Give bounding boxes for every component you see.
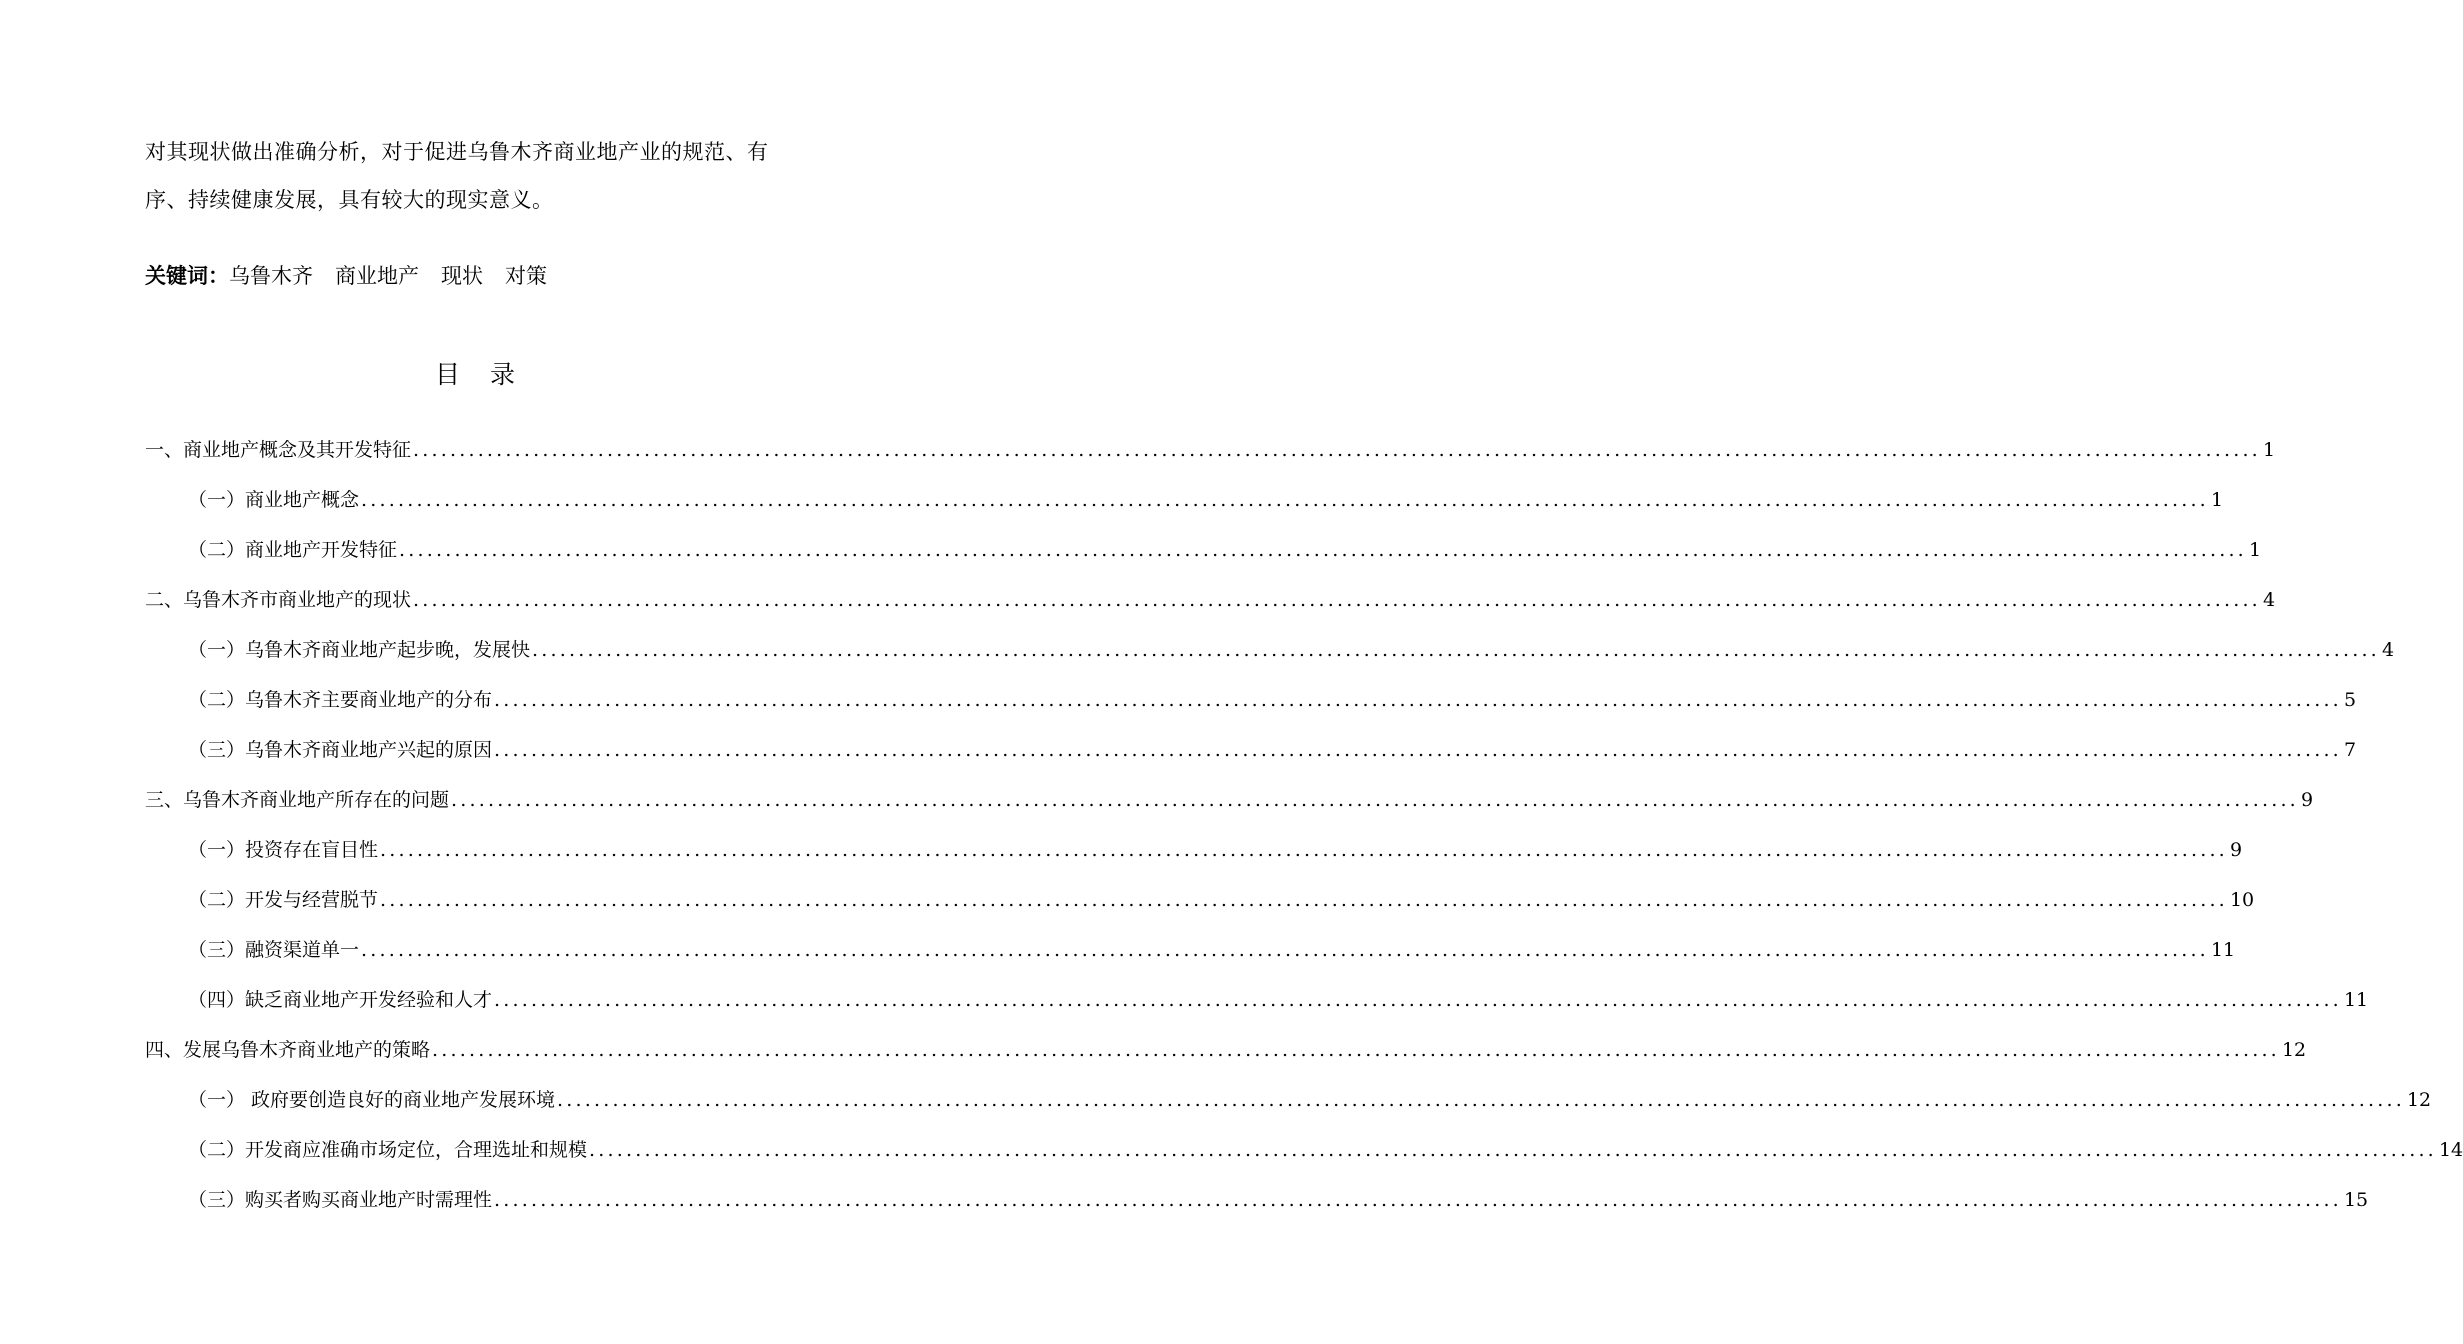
toc-leader: ........................................................................................................................................................................................................ [494,1189,2342,1211]
toc-leader: ........................................................................................................................................................................................................ [361,489,2209,511]
toc-leader: ........................................................................................................................................................................................................ [399,539,2247,561]
toc-entry-text: （一） 政府要创造良好的商业地产发展环境 [188,1089,556,1111]
keyword: 对策 [505,264,547,288]
toc-leader: ........................................................................................................................................................................................................ [589,1139,2437,1161]
toc-page-number: 12 [2406,1089,2432,1111]
toc-entry[interactable] [145,786,2314,814]
toc-entry[interactable] [188,886,2255,914]
toc-entry-text: （二）开发商应准确市场定位，合理选址和规模 [188,1139,588,1161]
toc-page-number: 7 [2343,739,2357,761]
toc-leader: ........................................................................................................................................................................................................ [413,589,2261,611]
toc-entry[interactable] [188,736,2357,764]
toc-page-number: 5 [2343,689,2357,711]
keyword: 现状 [441,264,483,288]
toc-entry[interactable] [188,936,2236,964]
toc-entry-text: 一、商业地产概念及其开发特征 [145,439,412,461]
toc-page-number: 1 [2210,489,2224,511]
toc-page-number: 11 [2343,989,2369,1011]
toc-entry[interactable] [145,436,2276,464]
toc-leader: ........................................................................................................................................................................................................ [361,939,2209,961]
toc-leader: ........................................................................................................................................................................................................ [494,689,2342,711]
toc-leader: ........................................................................................................................................................................................................ [380,839,2228,861]
toc-entry[interactable] [188,686,2357,714]
toc-page-number: 9 [2300,789,2314,811]
toc-page-number: 14 [2438,1139,2463,1161]
toc-entry-text: （一）投资存在盲目性 [188,839,379,861]
keyword: 乌鲁木齐 [229,264,313,288]
toc-leader: ........................................................................................................................................................................................................ [451,789,2299,811]
toc-entry-text: （一）乌鲁木齐商业地产起步晚，发展快 [188,639,531,661]
toc-entry[interactable] [188,1086,2432,1114]
toc-entry-text: （三）乌鲁木齐商业地产兴起的原因 [188,739,493,761]
toc-entry-text: 三、乌鲁木齐商业地产所存在的问题 [145,789,450,811]
toc-leader: ........................................................................................................................................................................................................ [380,889,2228,911]
toc-entry-text: （三）购买者购买商业地产时需理性 [188,1189,493,1211]
toc-entry-text: （一）商业地产概念 [188,489,360,511]
toc-entry[interactable] [188,1136,2463,1164]
toc-entry[interactable] [188,986,2369,1014]
abstract-line-1: 对其现状做出准确分析，对于促进乌鲁木齐商业地产业的规范、有 [145,140,769,164]
toc-entry-text: （三）融资渠道单一 [188,939,360,961]
toc-entry[interactable] [188,536,2262,564]
toc-leader: ........................................................................................................................................................................................................ [432,1039,2280,1061]
keywords [145,262,569,290]
keyword: 商业地产 [335,264,419,288]
toc-title: 目录 [434,360,545,389]
toc-leader: ........................................................................................................................................................................................................ [494,989,2342,1011]
toc-entry[interactable] [188,1186,2369,1214]
toc-page-number: 11 [2210,939,2236,961]
toc-entry-text: （二）乌鲁木齐主要商业地产的分布 [188,689,493,711]
toc-entry-text: （四）缺乏商业地产开发经验和人才 [188,989,493,1011]
toc-page-number: 12 [2281,1039,2307,1061]
abstract-line-2: 序、持续健康发展，具有较大的现实意义。 [145,188,554,212]
toc-entry[interactable] [188,636,2395,664]
toc-entry[interactable] [188,486,2224,514]
toc-entry[interactable] [145,586,2276,614]
toc-page-number: 9 [2229,839,2243,861]
toc-entry-text: 四、发展乌鲁木齐商业地产的策略 [145,1039,431,1061]
toc-page-number: 4 [2262,589,2276,611]
toc-leader: ........................................................................................................................................................................................................ [532,639,2380,661]
toc-leader: ........................................................................................................................................................................................................ [413,439,2261,461]
toc-entry[interactable] [188,836,2243,864]
toc-entry[interactable] [145,1036,2307,1064]
toc-page-number: 15 [2343,1189,2369,1211]
toc-entry-text: （二）商业地产开发特征 [188,539,398,561]
toc-entry-text: 二、乌鲁木齐市商业地产的现状 [145,589,412,611]
toc-page-number: 1 [2248,539,2262,561]
toc-entry-text: （二）开发与经营脱节 [188,889,379,911]
keywords-label: 关键词： [145,264,229,288]
toc-page-number: 10 [2229,889,2255,911]
toc-leader: ........................................................................................................................................................................................................ [494,739,2342,761]
toc-leader: ........................................................................................................................................................................................................ [557,1089,2405,1111]
toc-page-number: 4 [2381,639,2395,661]
toc-page-number: 1 [2262,439,2276,461]
